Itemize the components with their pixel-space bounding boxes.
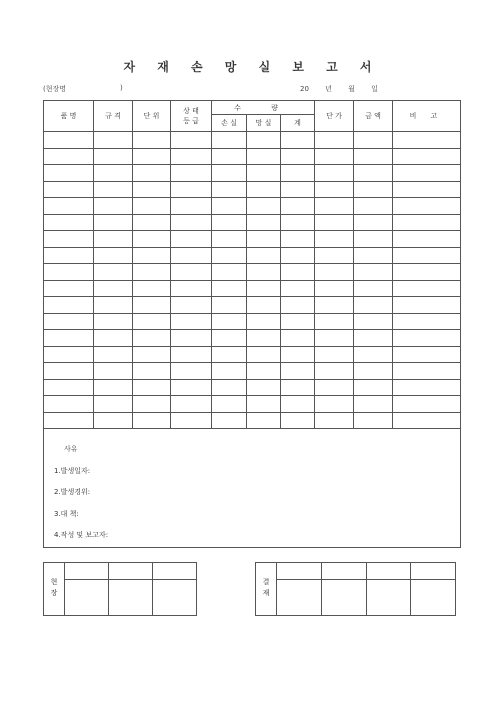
table-row: [44, 198, 461, 215]
table-cell: [133, 181, 171, 198]
table-cell: [133, 214, 171, 231]
table-cell: [247, 363, 281, 380]
table-cell: [44, 247, 94, 264]
table-cell: [212, 165, 247, 182]
table-cell: [354, 148, 393, 165]
table-cell: [315, 396, 354, 413]
notes-reporter: 4.작성 및 보고자:: [54, 531, 109, 539]
site-approval-cell: [153, 580, 197, 616]
table-cell: [281, 198, 315, 215]
table-cell: [133, 247, 171, 264]
table-row: [44, 363, 461, 380]
table-cell: [393, 181, 461, 198]
header-condition: 상 태: [183, 107, 199, 115]
table-cell: [354, 379, 393, 396]
table-cell: [393, 379, 461, 396]
table-cell: [281, 313, 315, 330]
table-cell: [94, 198, 133, 215]
table-cell: [393, 165, 461, 182]
table-cell: [247, 247, 281, 264]
table-cell: [354, 313, 393, 330]
table-body: [44, 132, 461, 429]
table-cell: [171, 297, 212, 314]
table-row: [44, 231, 461, 248]
table-cell: [354, 330, 393, 347]
table-cell: [212, 379, 247, 396]
report-date: [300, 84, 392, 94]
notes-countermeasure: 3.대 책:: [54, 509, 79, 518]
header-missing: 망 실: [247, 115, 281, 132]
table-cell: [315, 264, 354, 281]
table-cell: [393, 297, 461, 314]
table-cell: [94, 379, 133, 396]
site-name-label: (현장명: [43, 85, 67, 93]
notes-reason: 사유: [64, 445, 78, 453]
table-cell: [247, 181, 281, 198]
table-cell: [393, 214, 461, 231]
date-year: 년: [325, 85, 332, 93]
table-cell: [247, 297, 281, 314]
table-cell: [393, 313, 461, 330]
table-cell: [247, 231, 281, 248]
header-unit: 단 위: [133, 101, 171, 132]
table-cell: [212, 396, 247, 413]
table-row: [44, 165, 461, 182]
table-cell: [315, 148, 354, 165]
table-cell: [393, 280, 461, 297]
table-cell: [315, 379, 354, 396]
table-cell: [354, 297, 393, 314]
table-cell: [247, 346, 281, 363]
table-cell: [393, 330, 461, 347]
table-cell: [212, 181, 247, 198]
notes-date-occurred: 1.발생일자:: [54, 466, 91, 475]
header-grade: 등 급: [183, 117, 199, 125]
table-cell: [171, 363, 212, 380]
table-cell: [354, 132, 393, 149]
approval-cell: [321, 580, 366, 616]
table-cell: [133, 198, 171, 215]
date-day: 일: [371, 85, 378, 93]
table-cell: [393, 396, 461, 413]
table-cell: [247, 396, 281, 413]
table-cell: [281, 330, 315, 347]
table-cell: [94, 148, 133, 165]
table-row: [44, 379, 461, 396]
header-condition-grade: [171, 101, 212, 132]
approval-box: [255, 562, 456, 616]
table-row: [44, 346, 461, 363]
table-cell: [171, 346, 212, 363]
table-cell: [44, 280, 94, 297]
table-cell: [393, 148, 461, 165]
page-title: 자 재 손 망 실 보 고 서: [123, 60, 381, 74]
table-cell: [315, 165, 354, 182]
table-cell: [354, 363, 393, 380]
table-cell: [315, 280, 354, 297]
date-month: 월: [348, 85, 355, 93]
table-cell: [247, 412, 281, 429]
table-cell: [44, 363, 94, 380]
table-cell: [44, 330, 94, 347]
table-cell: [247, 132, 281, 149]
approval-cell: [277, 580, 322, 616]
table-cell: [393, 264, 461, 281]
table-row: [44, 181, 461, 198]
approval-label: 결재: [256, 563, 277, 616]
table-cell: [212, 346, 247, 363]
table-cell: [393, 346, 461, 363]
header-spec: 규 격: [94, 101, 133, 132]
table-cell: [393, 198, 461, 215]
table-cell: [44, 396, 94, 413]
table-cell: [44, 165, 94, 182]
table-cell: [354, 396, 393, 413]
table-cell: [171, 264, 212, 281]
table-cell: [315, 132, 354, 149]
table-row: [44, 264, 461, 281]
table-cell: [171, 280, 212, 297]
table-cell: [171, 198, 212, 215]
table-cell: [94, 346, 133, 363]
table-cell: [212, 231, 247, 248]
table-cell: [44, 297, 94, 314]
table-cell: [171, 330, 212, 347]
table-cell: [247, 148, 281, 165]
table-cell: [133, 132, 171, 149]
table-cell: [281, 412, 315, 429]
site-approval-cell: [153, 563, 197, 580]
table-cell: [281, 264, 315, 281]
table-cell: [281, 165, 315, 182]
table-cell: [171, 165, 212, 182]
table-cell: [171, 214, 212, 231]
table-cell: [171, 181, 212, 198]
table-cell: [212, 280, 247, 297]
table-cell: [133, 297, 171, 314]
table-row: [44, 330, 461, 347]
table-cell: [133, 363, 171, 380]
table-cell: [247, 313, 281, 330]
table-cell: [354, 181, 393, 198]
table-cell: [171, 379, 212, 396]
table-cell: [171, 313, 212, 330]
table-cell: [133, 264, 171, 281]
table-cell: [44, 231, 94, 248]
table-cell: [354, 412, 393, 429]
table-cell: [94, 214, 133, 231]
table-cell: [133, 346, 171, 363]
site-approval-cell: [109, 580, 153, 616]
approval-cell: [366, 563, 411, 580]
table-cell: [281, 379, 315, 396]
table-cell: [247, 165, 281, 182]
table-cell: [247, 264, 281, 281]
site-approval-label: 현장: [44, 563, 65, 616]
table-cell: [393, 247, 461, 264]
table-cell: [171, 412, 212, 429]
table-cell: [94, 264, 133, 281]
table-cell: [354, 165, 393, 182]
table-cell: [171, 396, 212, 413]
table-cell: [212, 132, 247, 149]
table-cell: [212, 148, 247, 165]
site-name-close: ): [120, 84, 123, 92]
table-cell: [133, 412, 171, 429]
table-cell: [281, 297, 315, 314]
table-cell: [393, 231, 461, 248]
table-cell: [212, 214, 247, 231]
table-cell: [44, 198, 94, 215]
table-cell: [354, 264, 393, 281]
table-cell: [44, 132, 94, 149]
table-cell: [94, 247, 133, 264]
approval-cell: [321, 563, 366, 580]
table-cell: [212, 247, 247, 264]
table-cell: [171, 231, 212, 248]
table-cell: [44, 412, 94, 429]
table-cell: [94, 297, 133, 314]
table-cell: [315, 214, 354, 231]
table-cell: [315, 247, 354, 264]
table-cell: [281, 280, 315, 297]
table-cell: [281, 214, 315, 231]
header-item: 품 명: [44, 101, 94, 132]
table-cell: [315, 297, 354, 314]
header-loss: 손 실: [212, 115, 247, 132]
table-cell: [44, 264, 94, 281]
table-cell: [315, 198, 354, 215]
table-cell: [281, 148, 315, 165]
table-cell: [354, 231, 393, 248]
site-approval-cell: [109, 563, 153, 580]
table-cell: [281, 346, 315, 363]
table-cell: [315, 346, 354, 363]
table-cell: [133, 396, 171, 413]
approval-cell: [366, 580, 411, 616]
table-cell: [212, 297, 247, 314]
materials-table: [43, 100, 461, 548]
table-cell: [212, 198, 247, 215]
approval-cell: [411, 563, 456, 580]
table-row: [44, 396, 461, 413]
table-cell: [315, 412, 354, 429]
table-cell: [247, 280, 281, 297]
table-cell: [133, 280, 171, 297]
table-cell: [354, 346, 393, 363]
notes-how-occurred: 2.발생경위:: [54, 488, 91, 496]
table-cell: [171, 132, 212, 149]
table-row: [44, 280, 461, 297]
table-cell: [247, 214, 281, 231]
table-cell: [315, 231, 354, 248]
table-cell: [212, 313, 247, 330]
table-cell: [354, 247, 393, 264]
table-cell: [354, 280, 393, 297]
header-amount: 금 액: [354, 101, 393, 132]
site-approval-box: [43, 562, 197, 616]
table-cell: [247, 379, 281, 396]
table-row: [44, 247, 461, 264]
table-cell: [44, 214, 94, 231]
table-cell: [281, 231, 315, 248]
table-row: [44, 412, 461, 429]
table-cell: [281, 363, 315, 380]
table-cell: [281, 247, 315, 264]
table-cell: [247, 198, 281, 215]
table-cell: [44, 148, 94, 165]
date-year-prefix: 20: [300, 85, 309, 93]
header-unit-price: 단 가: [315, 101, 354, 132]
notes-section: [44, 429, 461, 548]
table-cell: [44, 181, 94, 198]
table-cell: [94, 231, 133, 248]
table-cell: [94, 313, 133, 330]
table-cell: [133, 379, 171, 396]
table-cell: [44, 346, 94, 363]
table-row: [44, 132, 461, 149]
table-cell: [94, 412, 133, 429]
approval-cell: [277, 563, 322, 580]
table-cell: [212, 330, 247, 347]
table-cell: [315, 330, 354, 347]
header-quantity: 수 량: [212, 101, 315, 115]
table-cell: [94, 396, 133, 413]
table-row: [44, 214, 461, 231]
site-approval-cell: [65, 580, 109, 616]
table-cell: [354, 214, 393, 231]
table-cell: [94, 165, 133, 182]
table-cell: [212, 412, 247, 429]
table-cell: [133, 313, 171, 330]
table-cell: [171, 247, 212, 264]
table-cell: [171, 148, 212, 165]
header-remarks: 비 고: [393, 101, 461, 132]
table-cell: [393, 132, 461, 149]
table-cell: [212, 264, 247, 281]
table-cell: [281, 396, 315, 413]
table-cell: [44, 313, 94, 330]
header-total: 계: [281, 115, 315, 132]
table-row: [44, 297, 461, 314]
table-cell: [315, 363, 354, 380]
table-cell: [94, 330, 133, 347]
table-row: [44, 313, 461, 330]
table-cell: [94, 280, 133, 297]
table-cell: [393, 412, 461, 429]
table-cell: [133, 165, 171, 182]
table-cell: [133, 231, 171, 248]
table-cell: [94, 132, 133, 149]
table-cell: [212, 363, 247, 380]
site-approval-cell: [65, 563, 109, 580]
table-cell: [354, 198, 393, 215]
table-cell: [247, 330, 281, 347]
table-cell: [281, 181, 315, 198]
table-cell: [281, 132, 315, 149]
table-cell: [94, 363, 133, 380]
table-cell: [44, 379, 94, 396]
table-cell: [133, 330, 171, 347]
table-cell: [315, 313, 354, 330]
table-cell: [393, 363, 461, 380]
table-row: [44, 148, 461, 165]
approval-cell: [411, 580, 456, 616]
table-cell: [94, 181, 133, 198]
table-cell: [315, 181, 354, 198]
table-cell: [133, 148, 171, 165]
